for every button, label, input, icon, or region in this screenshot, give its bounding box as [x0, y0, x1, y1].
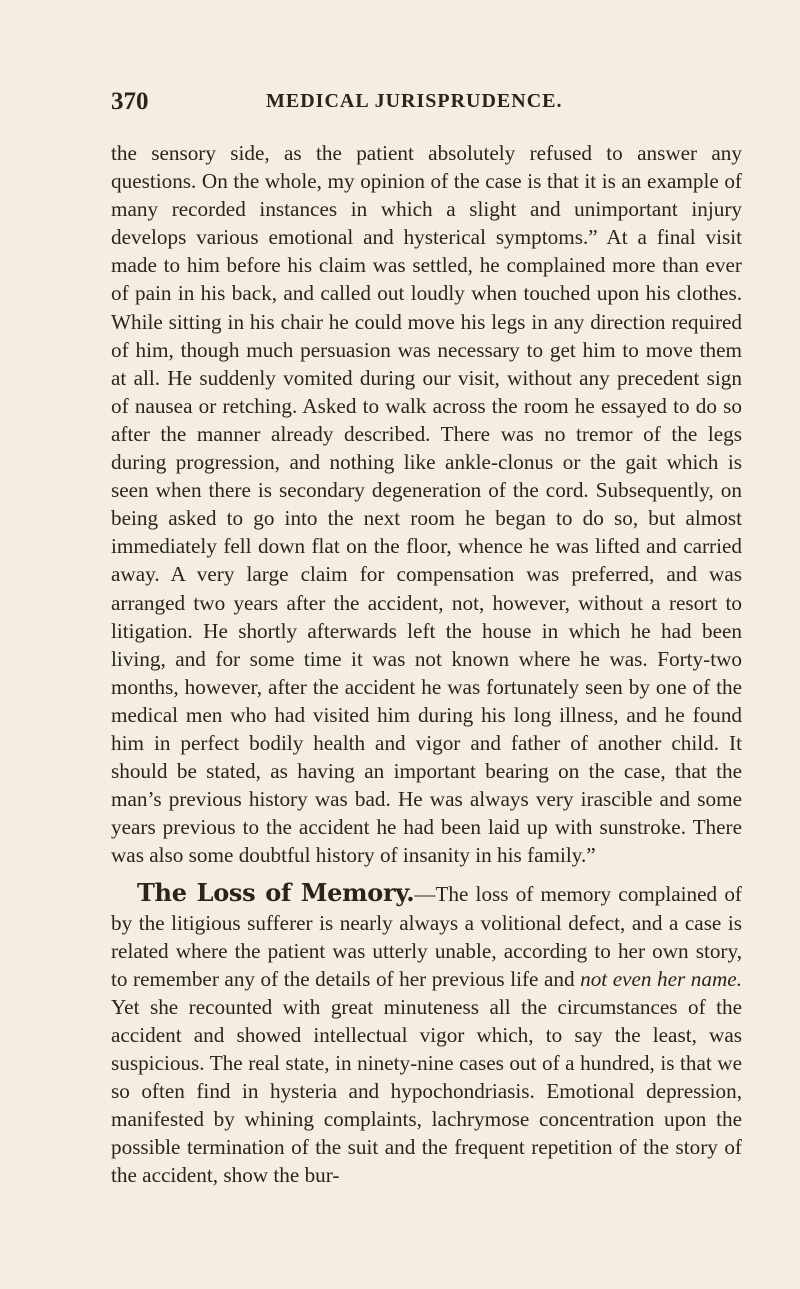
- paragraph-2: [111, 879, 742, 1189]
- running-head: MEDICAL JURISPRUDENCE.: [266, 90, 563, 112]
- page-header: [111, 88, 741, 116]
- paragraph-1: the sensory side, as the patient absolutely refused to answer any questions. On the whole, my opinion of the case is that it is an example of many recorded instances in which a slight and unimportant injury develops various emotional and hysterical symptoms.” At a final visit made to him before his claim was settled, he complained more than ever of pain in his back, and called out loudly when touched upon his clothes. While sitting in his chair he could move his legs in any direction required of him, though much persuasion was necessary to get him to move them at all. He suddenly vomited during our visit, without any precedent sign of nausea or retching. Asked to walk across the room he essayed to do so after the manner already described. There was no tremor of the legs during progression, and nothing like ankle-clonus or the gait which is seen when there is secondary degeneration of the cord. Subsequently, on being asked to go into the next room he began to do so, but almost immediately fell down flat on the floor, whence he was lifted and carried away. A very large claim for compensation was preferred, and was arranged two years after the accident, not, however, without a resort to litigation. He shortly afterwards left the house in which he had been living, and for some time it was not known where he was. Forty-two months, however, after the accident he was fortunately seen by one of the medical men who had visited him during his long illness, and he found him in perfect bodily health and vigor and father of another child. It should be stated, as having an important bearing on the case, that the man’s previous history was bad. He was always very irascible and some years previous to the accident he had been laid up with sunstroke. There was also some doubtful history of insanity in his family.”: [111, 141, 742, 868]
- paragraph-2-text-b: Yet she recounted with great minuteness all the circumstances of the accident and showed intellectual vigor which, to say the least, was suspicious. The real state, in ninety-nine cases out of a hundred, is that we so often find in hysteria and hypochondriasis. Emotional depression, manifested by whining complaints, lachrymose concentration upon the possible termination of the suit and the frequent repetition of the story of the accident, show the bur-: [111, 994, 742, 1188]
- paragraph-2-italic: not even her name.: [580, 966, 742, 991]
- page-number: 370: [111, 88, 149, 115]
- body-text: [111, 139, 742, 1189]
- paragraph-2-text-a: —The loss of memory complained of by the litigious sufferer is nearly always a volitional defect, and a case is related where the patient was utterly unable, according to her own story, to remember any of the details of her previous life and: [111, 882, 742, 991]
- section-title: The Loss of Memory.: [137, 878, 415, 908]
